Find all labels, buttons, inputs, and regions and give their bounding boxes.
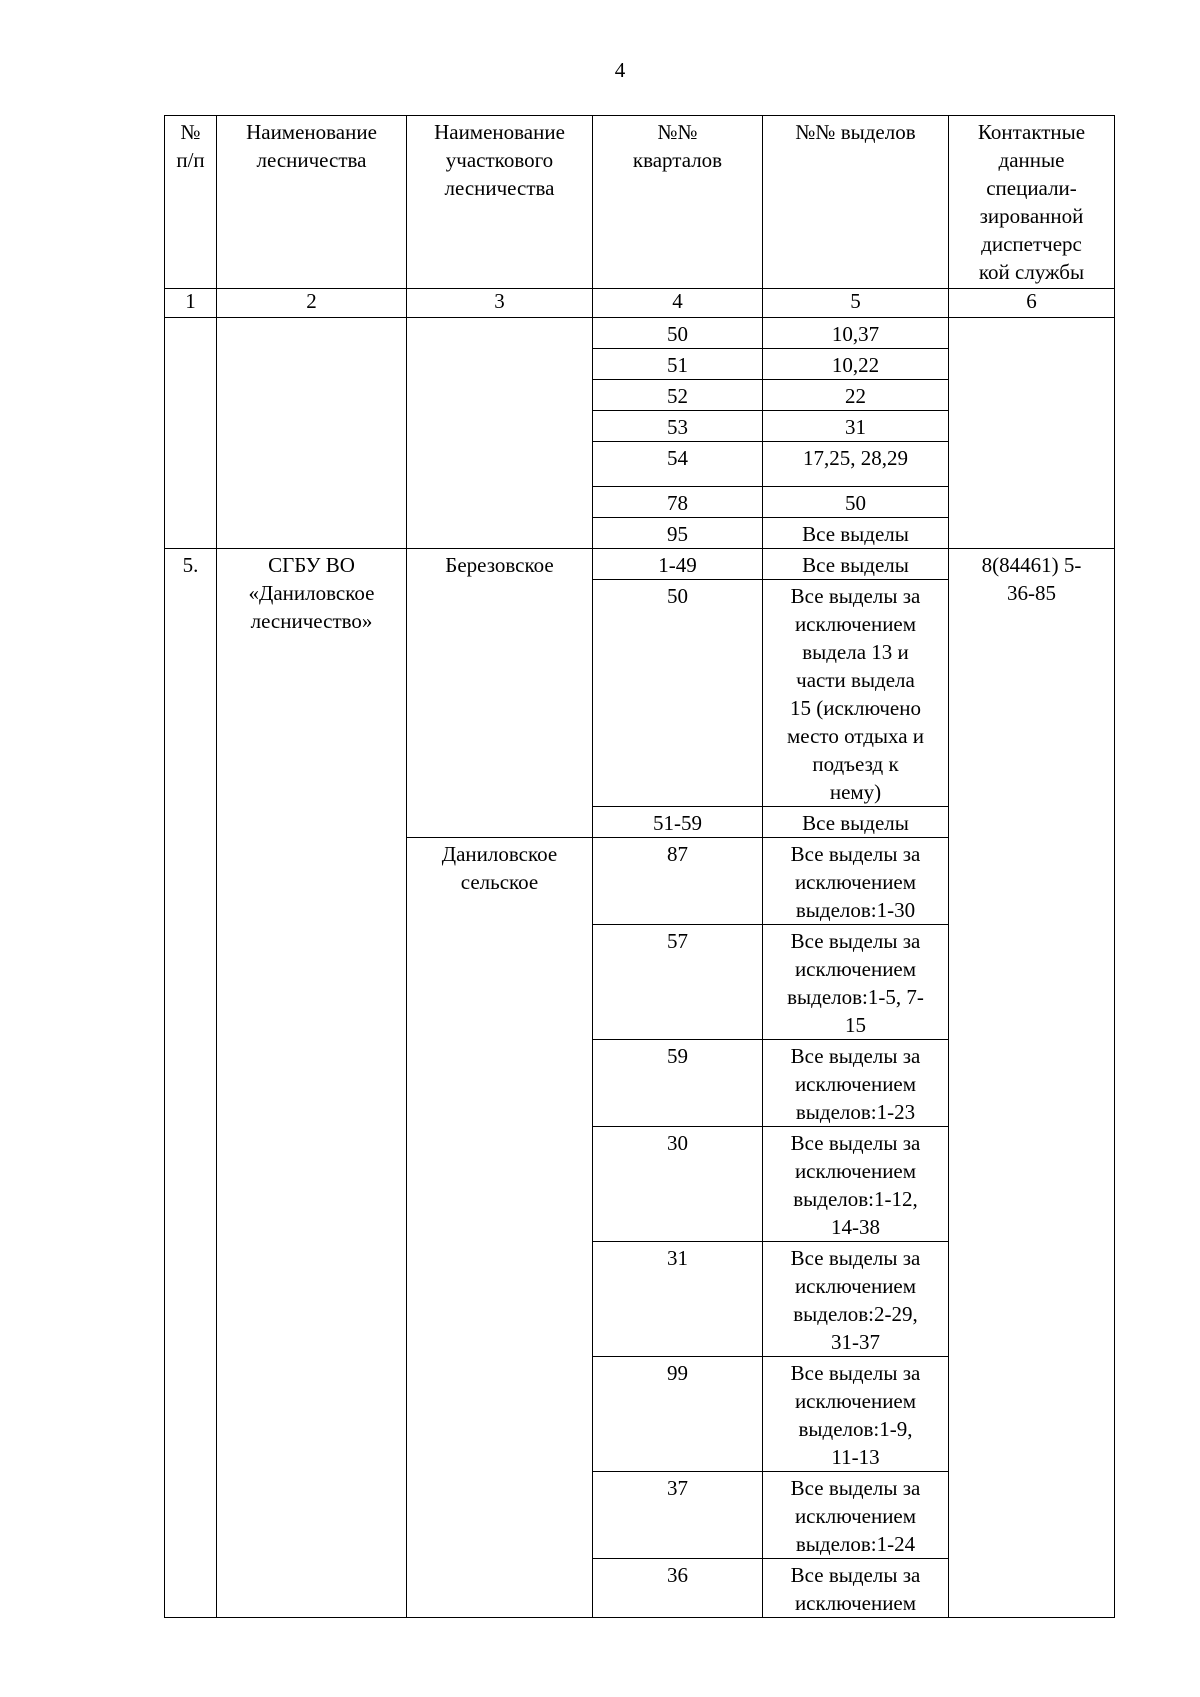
vydel-cell: Все выделы за исключением выделов:1-9, 11-13 bbox=[763, 1357, 949, 1472]
kvartal-cell: 78 bbox=[593, 487, 763, 518]
header-uchastok: Наименование участкового лесничества bbox=[407, 116, 593, 289]
vydel-cell: Все выделы за исключением выделов:1-23 bbox=[763, 1040, 949, 1127]
empty-cell bbox=[407, 318, 593, 549]
kvartal-cell: 53 bbox=[593, 411, 763, 442]
vydel-cell: Все выделы за исключением bbox=[763, 1559, 949, 1618]
kvartal-cell: 37 bbox=[593, 1472, 763, 1559]
forestry-table bbox=[164, 115, 1115, 1618]
leshchestvo-name: СГБУ ВО «Даниловское лесничество» bbox=[217, 549, 407, 1618]
vydel-cell: 17,25, 28,29 bbox=[763, 442, 949, 487]
vydel-cell: Все выделы за исключением выделов:1-24 bbox=[763, 1472, 949, 1559]
kvartal-cell: 1-49 bbox=[593, 549, 763, 580]
kvartal-cell: 87 bbox=[593, 838, 763, 925]
header-number: № п/п bbox=[165, 116, 217, 289]
empty-cell bbox=[949, 318, 1115, 549]
kvartal-cell: 51-59 bbox=[593, 807, 763, 838]
column-number: 3 bbox=[407, 289, 593, 318]
kvartal-cell: 99 bbox=[593, 1357, 763, 1472]
entry-number: 5. bbox=[165, 549, 217, 1618]
column-number: 4 bbox=[593, 289, 763, 318]
table-row bbox=[165, 318, 1115, 349]
column-number: 2 bbox=[217, 289, 407, 318]
kvartal-cell: 59 bbox=[593, 1040, 763, 1127]
vydel-cell: Все выделы за исключением выделов:2-29, 31-37 bbox=[763, 1242, 949, 1357]
kvartal-cell: 31 bbox=[593, 1242, 763, 1357]
header-contacts: Контактные данные специали- зированной диспетчерс кой службы bbox=[949, 116, 1115, 289]
empty-cell bbox=[165, 318, 217, 549]
header-vydely: №№ выделов bbox=[763, 116, 949, 289]
column-number: 6 bbox=[949, 289, 1115, 318]
vydel-cell: Все выделы за исключением выделов:1-5, 7- 15 bbox=[763, 925, 949, 1040]
page-number: 4 bbox=[614, 58, 626, 82]
vydel-cell: 31 bbox=[763, 411, 949, 442]
header-leshchestvo: Наименование лесничества bbox=[217, 116, 407, 289]
header-row bbox=[165, 116, 1115, 289]
column-number: 5 bbox=[763, 289, 949, 318]
vydel-cell: Все выделы за исключением выделов:1-30 bbox=[763, 838, 949, 925]
vydel-cell: 10,22 bbox=[763, 349, 949, 380]
kvartal-cell: 52 bbox=[593, 380, 763, 411]
uchastok-name: Березовское bbox=[407, 549, 593, 838]
vydel-cell: 50 bbox=[763, 487, 949, 518]
vydel-cell: 10,37 bbox=[763, 318, 949, 349]
vydel-cell: Все выделы за исключением выдела 13 и части выдела 15 (исключено место отдыха и подъезд к нему) bbox=[763, 580, 949, 807]
kvartal-cell: 30 bbox=[593, 1127, 763, 1242]
kvartal-cell: 51 bbox=[593, 349, 763, 380]
kvartal-cell: 54 bbox=[593, 442, 763, 487]
kvartal-cell: 57 bbox=[593, 925, 763, 1040]
table-row bbox=[165, 549, 1115, 580]
header-kvartaly: №№ кварталов bbox=[593, 116, 763, 289]
kvartal-cell: 50 bbox=[593, 318, 763, 349]
kvartal-cell: 36 bbox=[593, 1559, 763, 1618]
vydel-cell: Все выделы bbox=[763, 549, 949, 580]
kvartal-cell: 50 bbox=[593, 580, 763, 807]
uchastok-name: Даниловское сельское bbox=[407, 838, 593, 1618]
kvartal-cell: 95 bbox=[593, 518, 763, 549]
vydel-cell: 22 bbox=[763, 380, 949, 411]
vydel-cell: Все выделы bbox=[763, 518, 949, 549]
contact-phone: 8(84461) 5- 36-85 bbox=[949, 549, 1115, 1618]
vydel-cell: Все выделы за исключением выделов:1-12, 14-38 bbox=[763, 1127, 949, 1242]
column-number-row bbox=[165, 289, 1115, 318]
empty-cell bbox=[217, 318, 407, 549]
column-number: 1 bbox=[165, 289, 217, 318]
vydel-cell: Все выделы bbox=[763, 807, 949, 838]
